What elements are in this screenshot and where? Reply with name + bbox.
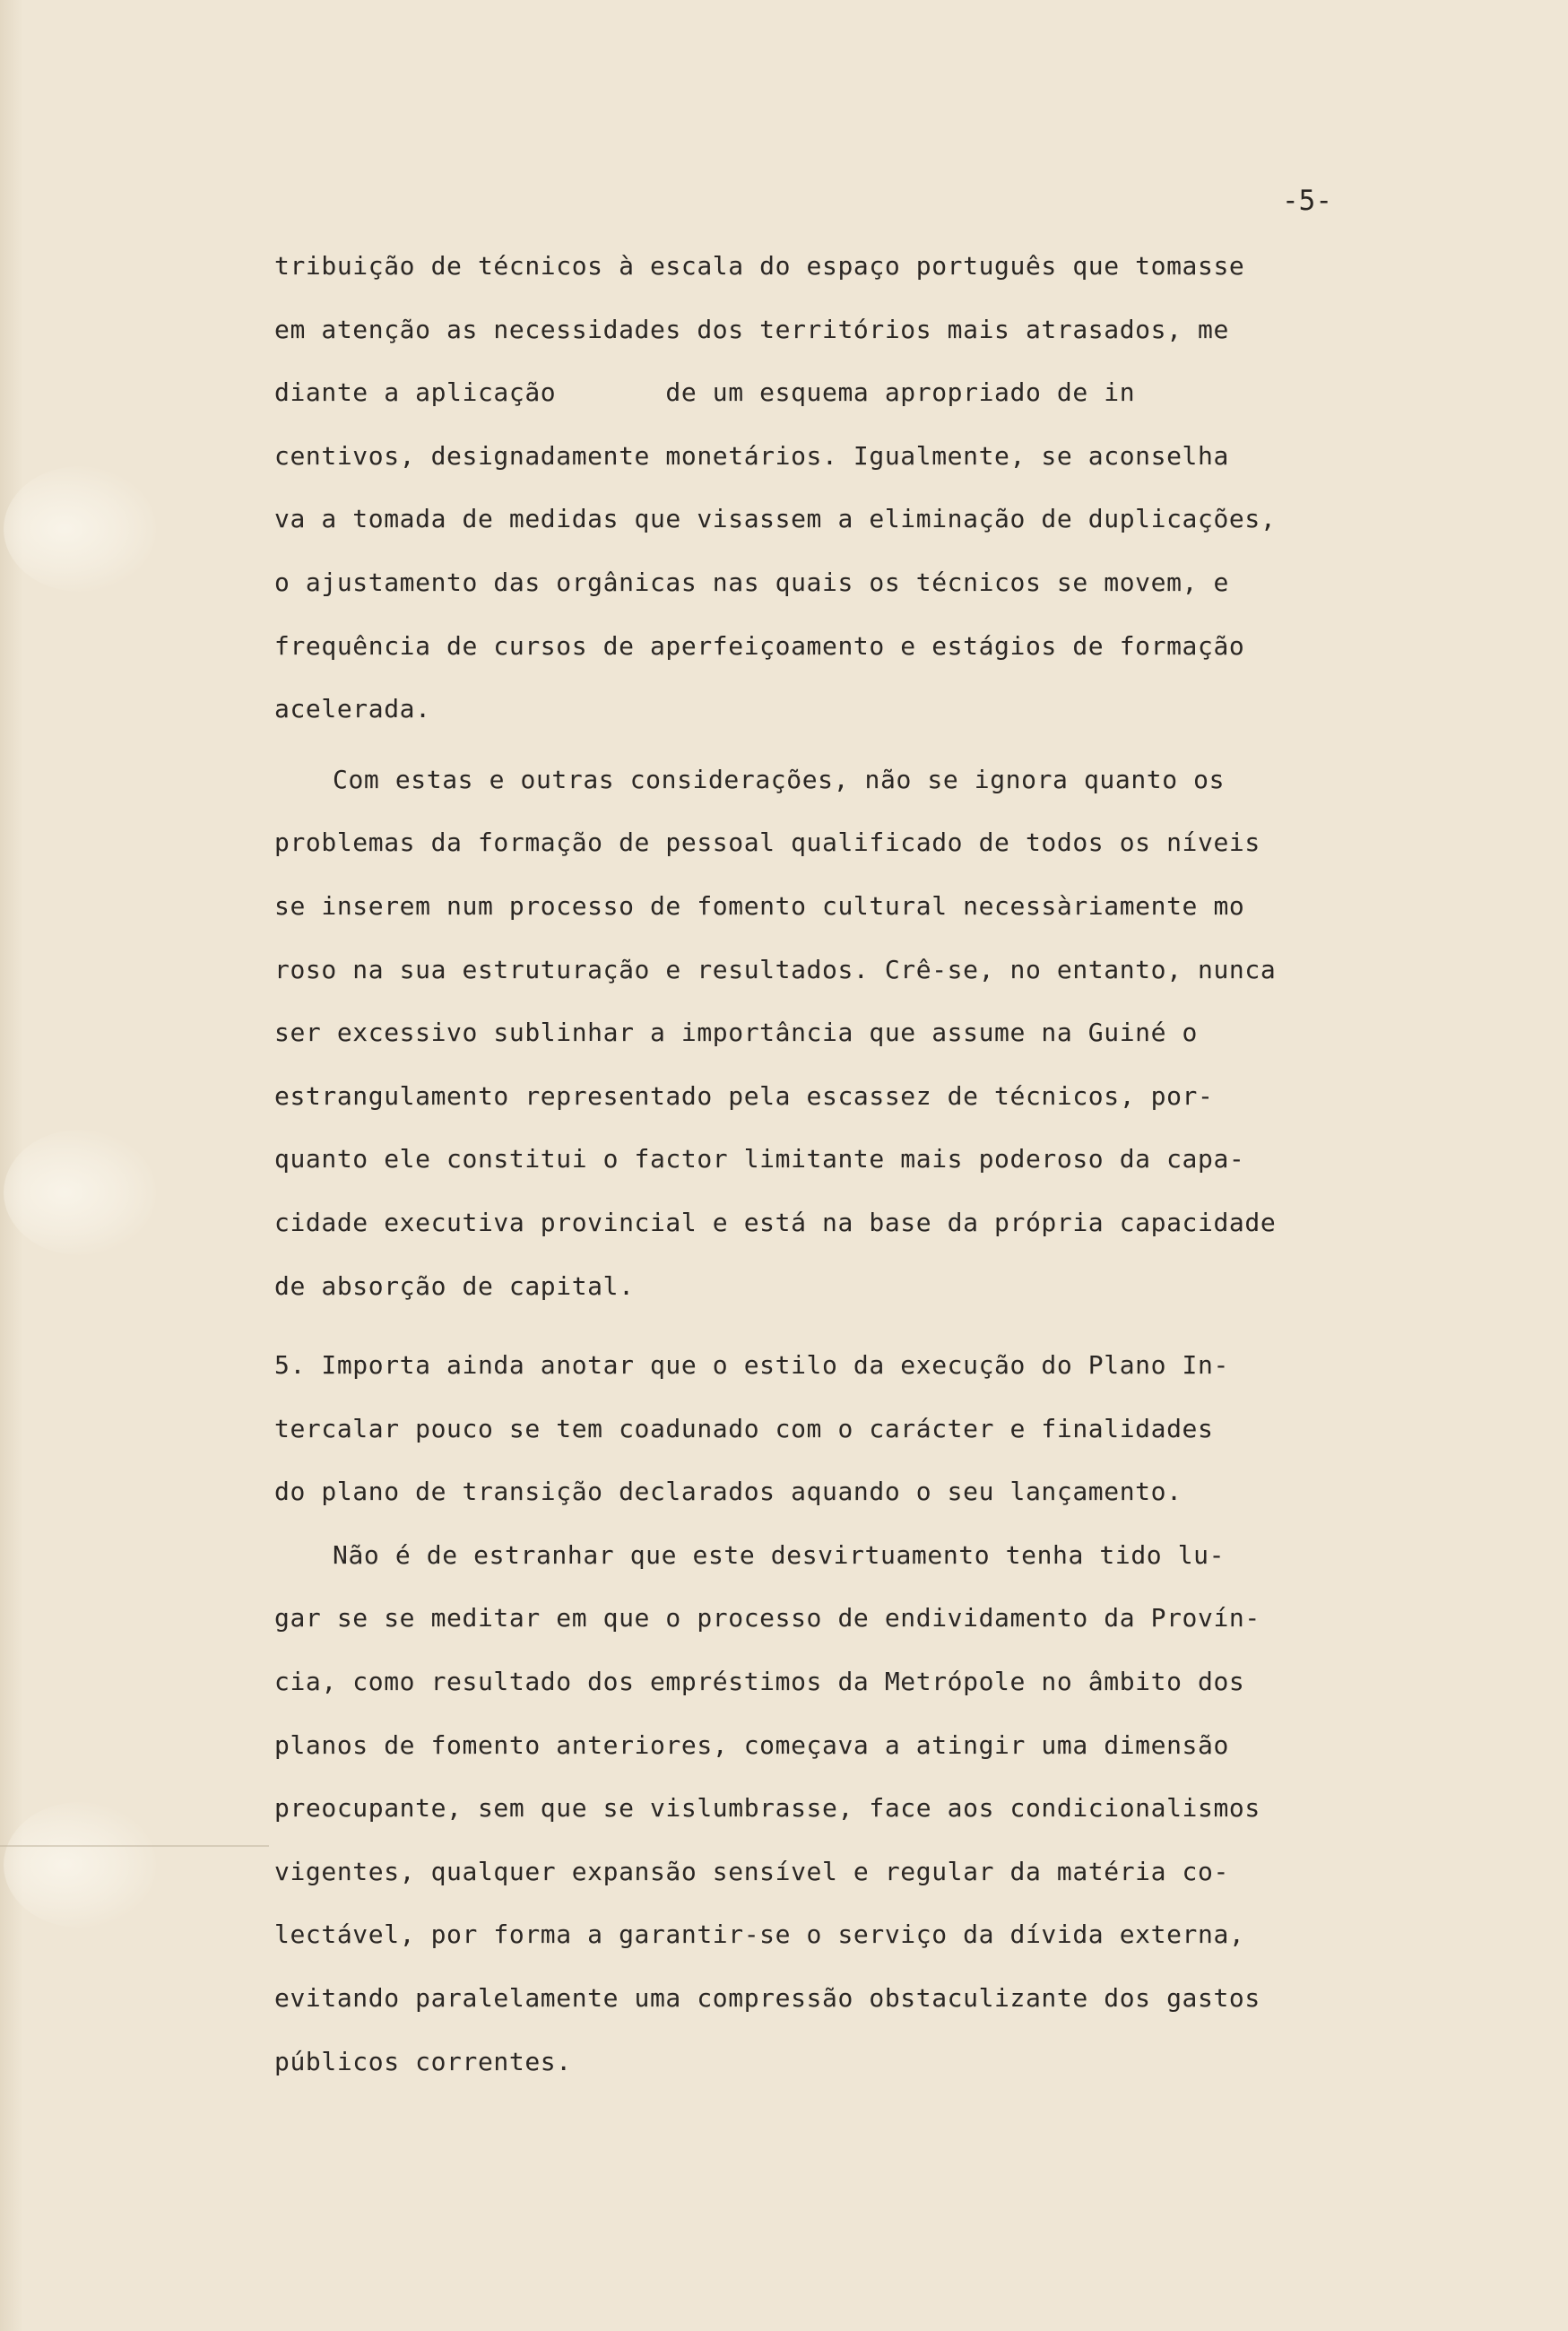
paragraph-4: [274, 1524, 1440, 2093]
text-line: cia, como resultado dos empréstimos da Metrópole no âmbito dos: [274, 1667, 1245, 1697]
text-line: centivos, designadamente monetários. Igualmente, se aconselha: [274, 440, 1229, 471]
body-text: [274, 235, 1440, 2093]
punch-hole-mark-top: [4, 466, 156, 592]
text-line: do plano de transição declarados aquando o seu lançamento.: [274, 1477, 1182, 1507]
text-line: frequência de cursos de aperfeiçoamento e estágios de formação: [274, 630, 1245, 661]
text-line: ser excessivo sublinhar a importância que assume na Guiné o: [274, 1018, 1198, 1048]
text-line: 5. Importa ainda anotar que o estilo da execução do Plano In-: [274, 1350, 1229, 1381]
text-line: evitando paralelamente uma compressão obstaculizante dos gastos: [274, 1983, 1260, 2014]
text-line: acelerada.: [274, 694, 431, 724]
text-line: públicos correntes.: [274, 2046, 572, 2076]
punch-hole-mark-middle: [4, 1130, 156, 1255]
paragraph-2: [274, 749, 1440, 1318]
text-line: quanto ele constitui o factor limitante mais poderoso da capa-: [274, 1144, 1245, 1174]
paper-crease: [0, 1845, 269, 1847]
text-line: estrangulamento representado pela escassez de técnicos, por-: [274, 1080, 1214, 1111]
text-line: Com estas e outras considerações, não se ignora quanto os: [333, 764, 1226, 794]
text-line: Não é de estranhar que este desvirtuamento tenha tido lu-: [333, 1539, 1226, 1570]
text-line: se inserem num processo de fomento cultural necessàriamente mo: [274, 890, 1245, 921]
text-line: planos de fomento anteriores, começava a atingir uma dimensão: [274, 1729, 1229, 1760]
text-line: preocupante, sem que se vislumbrasse, face aos condicionalismos: [274, 1793, 1260, 1824]
punch-hole-mark-bottom: [4, 1802, 156, 1928]
text-line: o ajustamento das orgânicas nas quais os técnicos se movem, e: [274, 567, 1229, 597]
text-line: tribuição de técnicos à escala do espaço português que tomasse: [274, 251, 1245, 281]
paragraph-3: [274, 1334, 1440, 1524]
text-line: lectável, por forma a garantir-se o serviço da dívida externa,: [274, 1919, 1245, 1950]
text-line: problemas da formação de pessoal qualificado de todos os níveis: [274, 828, 1260, 858]
text-line: vigentes, qualquer expansão sensível e regular da matéria co-: [274, 1856, 1229, 1886]
paragraph-1: [274, 235, 1440, 741]
text-line: em atenção as necessidades dos territórios mais atrasados, me: [274, 314, 1229, 344]
text-line: de absorção de capital.: [274, 1270, 635, 1301]
text-line: gar se se meditar em que o processo de endividamento da Provín-: [274, 1603, 1260, 1633]
text-line: cidade executiva provincial e está na base da própria capacidade: [274, 1207, 1277, 1237]
page-number: -5-: [1282, 185, 1332, 217]
text-line: va a tomada de medidas que visassem a eliminação de duplicações,: [274, 504, 1277, 534]
text-line: roso na sua estruturação e resultados. Crê-se, no entanto, nunca: [274, 954, 1277, 984]
text-line: tercalar pouco se tem coadunado com o carácter e finalidades: [274, 1413, 1214, 1443]
text-line: diante a aplicação de um esquema apropriado de in: [274, 377, 1136, 408]
